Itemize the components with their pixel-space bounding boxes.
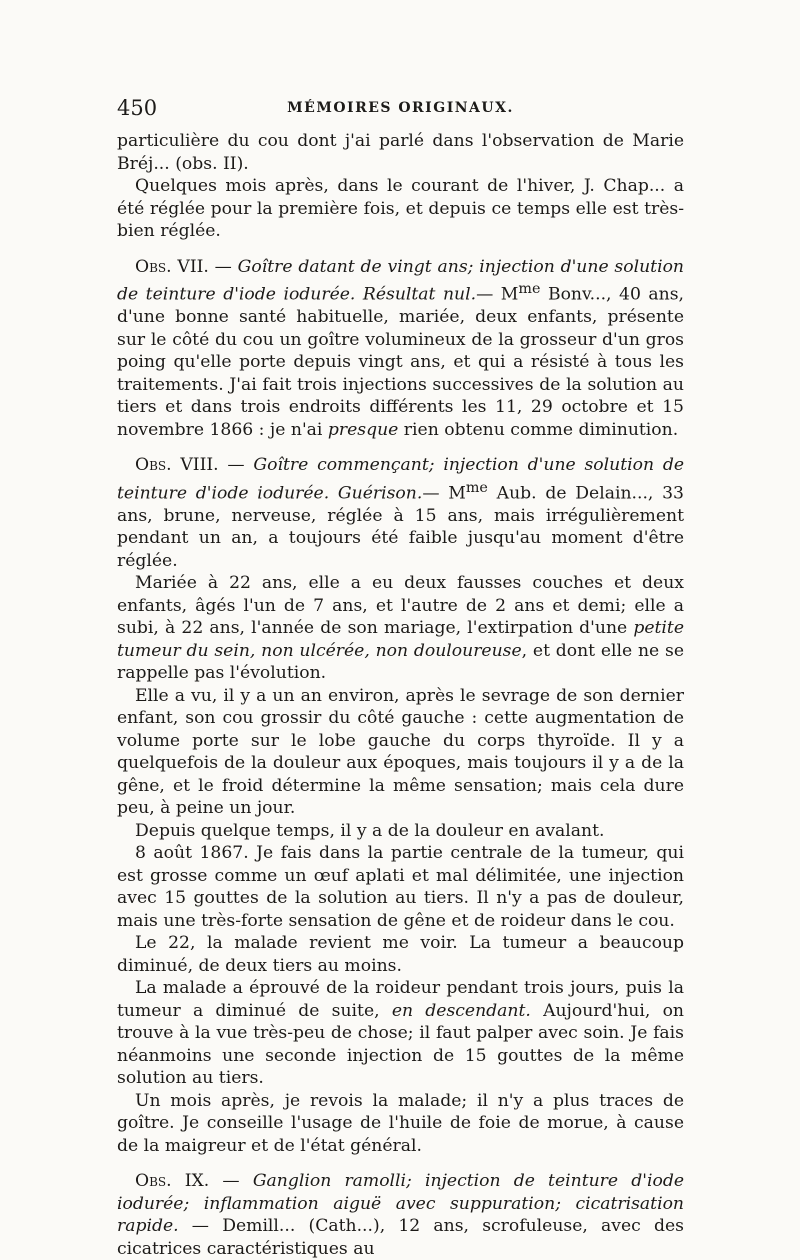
emphasis: petite tumeur du sein, non ulcérée, non douloureuse — [117, 618, 684, 661]
paragraph: Quelques mois après, dans le courant de l'hiver, J. Chap... a été réglée pour la première fois, et depuis ce temps elle est très-bien réglée. — [117, 176, 684, 241]
emphasis: en descendant. — [391, 1000, 531, 1021]
obs-label: Obs. VIII. — — [135, 455, 254, 476]
obs-text: rien obtenu comme diminution. — [398, 419, 679, 440]
page-number: 450 — [117, 96, 158, 120]
abbrev-superscript: me — [465, 479, 488, 496]
obs-text: — Demill... (Cath...), 12 ans, scrofuleuse, avec des cicatrices caractéristiques au — [117, 1216, 684, 1259]
emphasis: presque — [327, 419, 399, 440]
paragraph: particulière du cou dont j'ai parlé dans l'observation de Marie Bréj... (obs. II). — [117, 131, 684, 174]
paragraph: Depuis quelque temps, il y a de la douleur en avalant. — [135, 820, 605, 841]
obs-title: Ganglion ramolli; injection de teinture d'iode iodurée; inflammation aiguë avec suppuration; cicatrisation rapide. — [117, 1171, 684, 1237]
paragraph: Elle a vu, il y a un an environ, après le sevrage de son dernier enfant, son cou grossir du côté gauche : cette augmentation de volume porte sur le lobe gauche du corps thyroïde. Il y a quelquefois de la douleur aux époques, mais toujours il y a de la gêne, et le froid détermine la même sensation; mais cela dure peu, à peine un jour. — [117, 685, 684, 819]
obs-text: — M — [476, 284, 519, 305]
abbrev-superscript: me — [518, 281, 541, 297]
obs-title: Goître datant de vingt ans; injection d'une solution de teinture d'iode iodurée. Résultat nul. — [117, 256, 684, 305]
paragraph: Le 22, la malade revient me voir. La tumeur a beaucoup diminué, de deux tiers au moins. — [117, 933, 684, 976]
text-run: La malade a éprouvé de la roideur pendant trois jours, puis la tumeur a diminué de suite, — [117, 978, 684, 1021]
text-run: Aujourd'hui, on trouve à la vue très-peu de chose; il faut palper avec soin. Je fais néanmoins une seconde injection de 15 gouttes de la même solution au tiers. — [117, 1000, 684, 1089]
obs-title: Goître commençant; injection d'une solution de teinture d'iode iodurée. Guérison. — [117, 455, 685, 504]
paragraph: Un mois après, je revois la malade; il n'y a plus traces de goître. Je conseille l'usage de l'huile de foie de morue, à cause de la maigreur et de l'état général. — [117, 1090, 684, 1156]
text-run: Mariée à 22 ans, elle a eu deux fausses couches et deux enfants, âgés l'un de 7 ans, et l'autre de 2 ans et demi; elle a subi, à 22 ans, l'année de son mariage, l'extirpation d'une — [117, 573, 684, 639]
paragraph — [117, 977, 684, 1090]
paragraph — [117, 572, 684, 685]
observation-vii — [117, 256, 684, 442]
page-header — [117, 96, 684, 124]
observation-viii — [117, 454, 684, 572]
text-run: , et dont elle ne se rappelle pas l'évolution. — [117, 640, 684, 684]
observation-ix — [117, 1170, 684, 1260]
obs-text: Bonv..., 40 ans, d'une bonne santé habituelle, mariée, deux enfants, présente sur le côté du cou un goître volumineux de la grosseur d'un gros poing qu'elle porte depuis vingt ans, et qui a résisté à tous les traitements. J'ai fait trois injections successives de la solution au tiers et dans trois endroits différents les 11, 29 octobre et 15 novembre 1866 : je n'ai — [117, 284, 684, 440]
obs-text: — M — [422, 483, 466, 504]
obs-label: Obs. VII. — — [135, 256, 238, 277]
obs-label: Obs. IX. — — [135, 1171, 253, 1192]
obs-text: Aub. de Delain..., 33 ans, brune, nerveuse, réglée à 15 ans, mais irrégulièrement pendant un an, a toujours été faible jusqu'au moment d'être réglée. — [117, 483, 684, 571]
paragraph: 8 août 1867. Je fais dans la partie centrale de la tumeur, qui est grosse comme un œuf aplati et mal délimitée, une injection avec 15 gouttes de la solution au tiers. Il n'y a pas de douleur, mais une très-forte sensation de gêne et de roideur dans le cou. — [117, 843, 684, 931]
running-title: MÉMOIRES ORIGINAUX. — [287, 100, 514, 116]
body-text — [117, 130, 684, 1260]
